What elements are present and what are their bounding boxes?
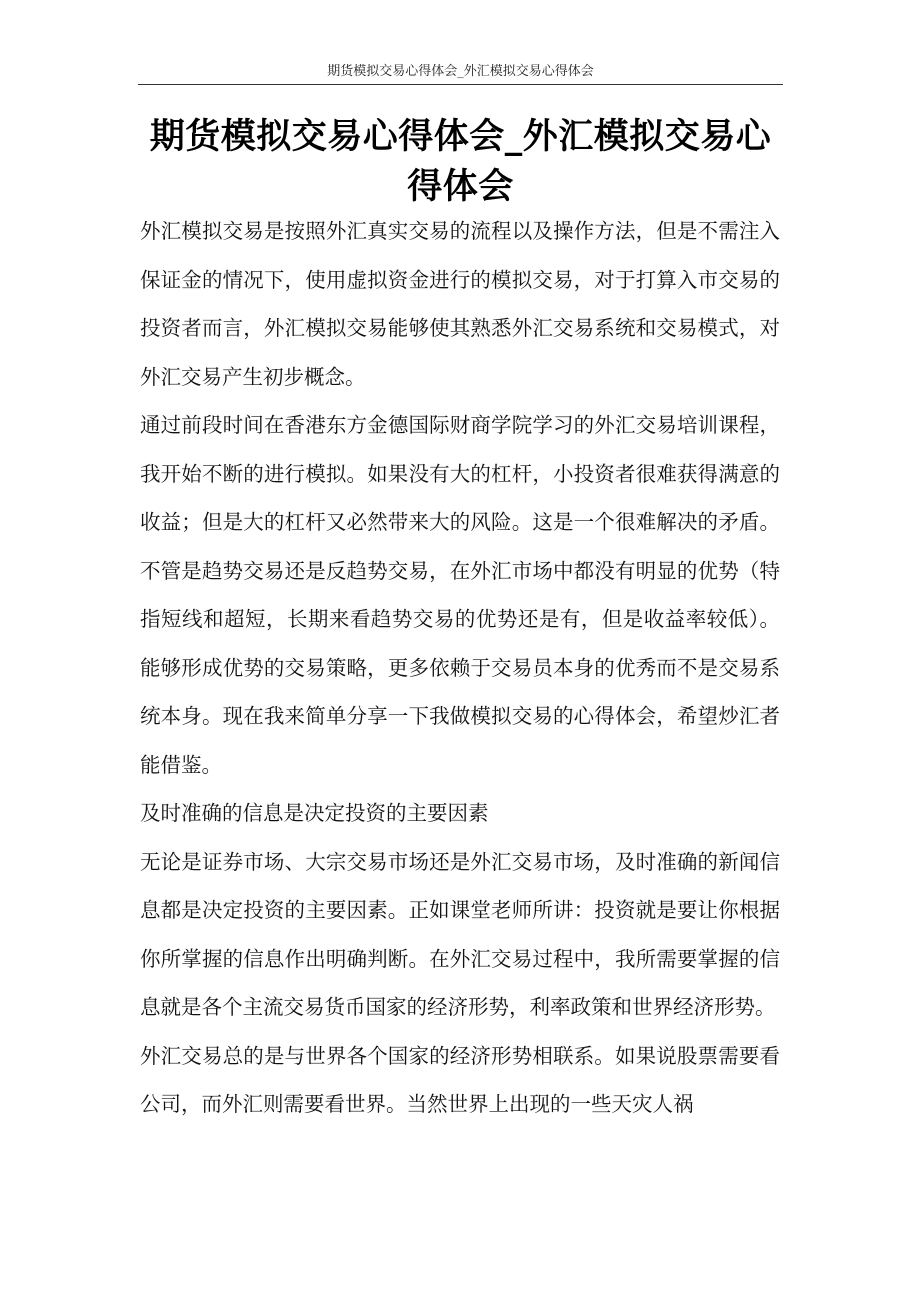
section-heading: 及时准确的信息是决定投资的主要因素 bbox=[140, 801, 489, 825]
header-rule bbox=[138, 84, 783, 85]
running-header: 期货模拟交易心得体会_外汇模拟交易心得体会 bbox=[327, 64, 594, 79]
paragraph-training: 通过前段时间在香港东方金德国际财商学院学习的外汇交易培训课程，我开始不断的进行模拟。如果没有大的杠杆，小投资者很难获得满意的收益；但是大的杠杆又必然带来大的风险。这是一个很难解决的矛盾。不管是趋势交易还是反趋势交易，在外汇市场中都没有明显的优势（特指短线和超短，长期来看趋势交易的优势还是有，但是收益率较低）。能够形成优势的交易策略，更多依赖于交易员本身的优秀而不是交易系统本身。现在我来简单分享一下我做模拟交易的心得体会，希望炒汇者能借鉴。 bbox=[140, 413, 780, 777]
paragraph-information: 无论是证券市场、大宗交易市场还是外汇交易市场，及时准确的新闻信息都是决定投资的主要因素。正如课堂老师所讲：投资就是要让你根据你所掌握的信息作出明确判断。在外汇交易过程中，我所需要掌握的信息就是各个主流交易货币国家的经济形势，利率政策和世界经济形势。 bbox=[140, 849, 780, 1019]
paragraph-intro: 外汇模拟交易是按照外汇真实交易的流程以及操作方法，但是不需注入保证金的情况下，使用虚拟资金进行的模拟交易，对于打算入市交易的投资者而言，外汇模拟交易能够使其熟悉外汇交易系统和交易模式，对外汇交易产生初步概念。 bbox=[140, 219, 780, 389]
document-title: 期货模拟交易心得体会_外汇模拟交易心得体会 bbox=[149, 116, 772, 207]
document-body bbox=[140, 207, 780, 1129]
paragraph-world-economy: 外汇交易总的是与世界各个国家的经济形势相联系。如果说股票需要看公司，而外汇则需要看世界。当然世界上出现的一些天灾人祸 bbox=[140, 1043, 780, 1116]
